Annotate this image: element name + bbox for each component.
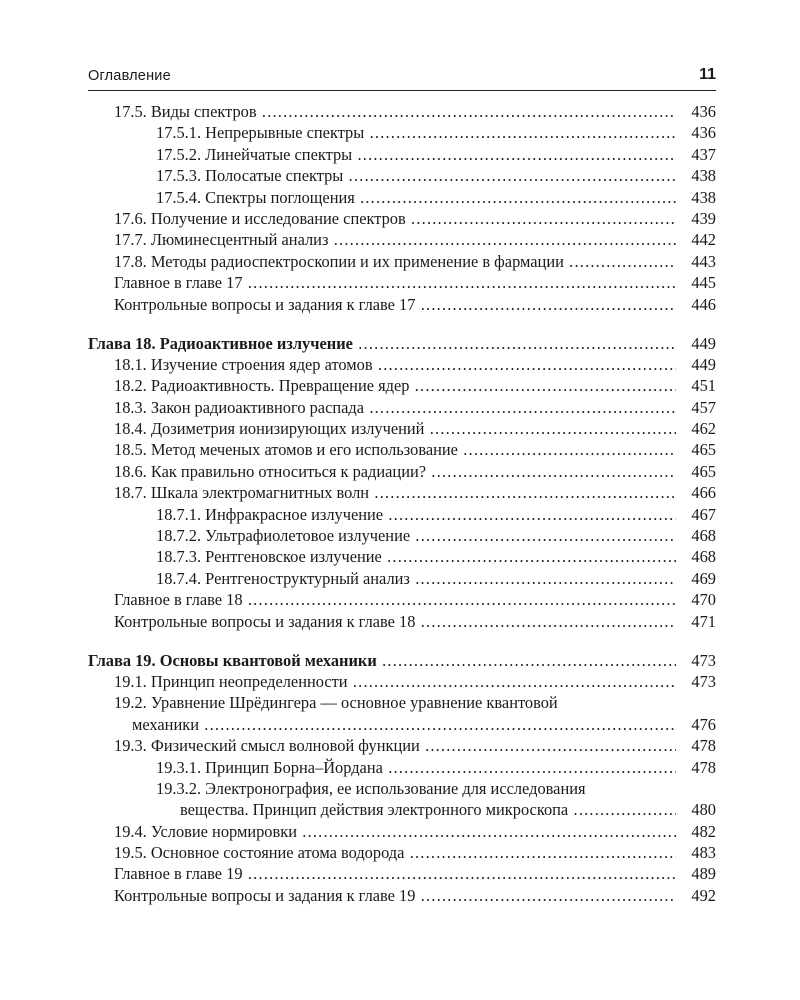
running-header (88, 66, 716, 91)
toc-page: 436 (691, 123, 716, 143)
toc-entry[interactable]: 18.5. Метод меченых атомов и его использование ..... 465 (88, 439, 716, 460)
toc-entry[interactable]: Контрольные вопросы и задания к главе 17 ..... 446 (88, 294, 716, 315)
toc-page: 466 (691, 483, 716, 503)
toc-page: 468 (691, 547, 716, 567)
toc-page: 470 (691, 590, 716, 610)
toc-entry[interactable]: 18.2. Радиоактивность. Превращение ядер ..... 451 (88, 375, 716, 396)
toc-page: 473 (691, 650, 716, 670)
header-title: Оглавление (88, 68, 171, 84)
toc-page: 457 (691, 397, 716, 417)
toc-page: 439 (691, 208, 716, 228)
toc-page: 492 (691, 885, 716, 905)
toc-page: 467 (691, 504, 716, 524)
toc-entry[interactable]: 19.4. Условие нормировки ..... 482 (88, 821, 716, 842)
toc-entry[interactable]: 19.3.1. Принцип Борна–Йордана ..... 478 (88, 757, 716, 778)
toc-page: 445 (691, 273, 716, 293)
toc-page: 489 (691, 864, 716, 884)
toc-entry[interactable]: 18.7.2. Ультрафиолетовое излучение ..... 468 (88, 525, 716, 546)
toc-entry[interactable]: 17.5. Виды спектров ..... 436 (88, 101, 716, 122)
toc-page: 442 (691, 230, 716, 250)
toc-page: 476 (691, 714, 716, 734)
toc-entry-first-line[interactable]: 19.3.2. Электронография, ее использование для исследования (156, 778, 586, 798)
toc-entry[interactable]: 18.1. Изучение строения ядер атомов ..... 449 (88, 354, 716, 375)
header-page-number: 11 (699, 66, 716, 83)
toc-page: 436 (691, 102, 716, 121)
toc-entry[interactable]: 18.7.1. Инфракрасное излучение ..... 467 (88, 504, 716, 525)
toc-page: 437 (691, 144, 716, 164)
toc-entry[interactable]: 18.3. Закон радиоактивного распада ..... 457 (88, 397, 716, 418)
toc-entry[interactable]: 18.7.4. Рентгеноструктурный анализ ..... 469 (88, 568, 716, 589)
toc-page: 478 (691, 736, 716, 756)
toc-page: 443 (691, 251, 716, 271)
toc-page: 482 (691, 821, 716, 841)
toc-page: 468 (691, 526, 716, 546)
toc-entry[interactable]: 17.6. Получение и исследование спектров ..... 439 (88, 208, 716, 229)
toc-entry[interactable]: 19.1. Принцип неопределенности ..... 473 (88, 671, 716, 692)
toc-entry[interactable]: 18.7. Шкала электромагнитных волн ..... 466 (88, 482, 716, 503)
toc-entry[interactable]: 19.5. Основное состояние атома водорода ..... 483 (88, 842, 716, 863)
toc-entry[interactable]: Контрольные вопросы и задания к главе 19 ..... 492 (88, 885, 716, 906)
toc-entry[interactable]: Главное в главе 18 ..... 470 (88, 589, 716, 610)
toc-entry[interactable]: 17.8. Методы радиоспектроскопии и их применение в фармации ..... 443 (88, 251, 716, 272)
toc-entry[interactable]: Главное в главе 17 ..... 445 (88, 272, 716, 293)
toc-entry[interactable]: 18.6. Как правильно относиться к радиации? ..... 465 (88, 461, 716, 482)
toc-entry[interactable]: 18.4. Дозиметрия ионизирующих излучений ..... 462 (88, 418, 716, 439)
toc-page: 438 (691, 166, 716, 186)
toc-page: 469 (691, 568, 716, 588)
toc-entry[interactable]: Контрольные вопросы и задания к главе 18 ..... 471 (88, 611, 716, 632)
toc-entry[interactable]: 17.7. Люминесцентный анализ ..... 442 (88, 229, 716, 250)
toc-page: 462 (691, 419, 716, 439)
toc-entry-continuation[interactable]: вещества. Принцип действия электронного микроскопа ..... 480 (88, 799, 716, 820)
toc-entry[interactable]: 18.7.3. Рентгеновское излучение ..... 468 (88, 546, 716, 567)
toc-page: 473 (691, 671, 716, 691)
toc-entry[interactable]: 17.5.3. Полосатые спектры ..... 438 (88, 165, 716, 186)
toc-page: 483 (691, 843, 716, 863)
toc-page: 478 (691, 757, 716, 777)
toc-entry[interactable]: 19.3. Физический смысл волновой функции ..... 478 (88, 735, 716, 756)
toc-page: 449 (691, 333, 716, 353)
toc-page: 451 (691, 376, 716, 396)
toc-page: 465 (691, 440, 716, 460)
toc-page: 446 (691, 294, 716, 314)
toc-entry[interactable]: 17.5.4. Спектры поглощения ..... 438 (88, 187, 716, 208)
toc-entry[interactable]: 17.5.2. Линейчатые спектры ..... 437 (88, 144, 716, 165)
toc-page: 471 (691, 611, 716, 631)
toc-page: 449 (691, 354, 716, 374)
toc-entry-continuation[interactable]: механики ..... 476 (88, 714, 716, 735)
toc-chapter-18[interactable]: Глава 18. Радиоактивное излучение ..... 449 (88, 333, 716, 354)
table-of-contents (88, 101, 716, 906)
toc-chapter-19[interactable]: Глава 19. Основы квантовой механики ..... 473 (88, 650, 716, 671)
toc-entry-first-line[interactable]: 19.2. Уравнение Шрёдингера — основное уравнение квантовой (114, 693, 558, 713)
toc-entry[interactable]: Главное в главе 19 ..... 489 (88, 863, 716, 884)
toc-page: 438 (691, 187, 716, 207)
toc-entry[interactable]: 17.5.1. Непрерывные спектры ..... 436 (88, 122, 716, 143)
toc-page: 480 (691, 800, 716, 820)
toc-page: 465 (691, 461, 716, 481)
